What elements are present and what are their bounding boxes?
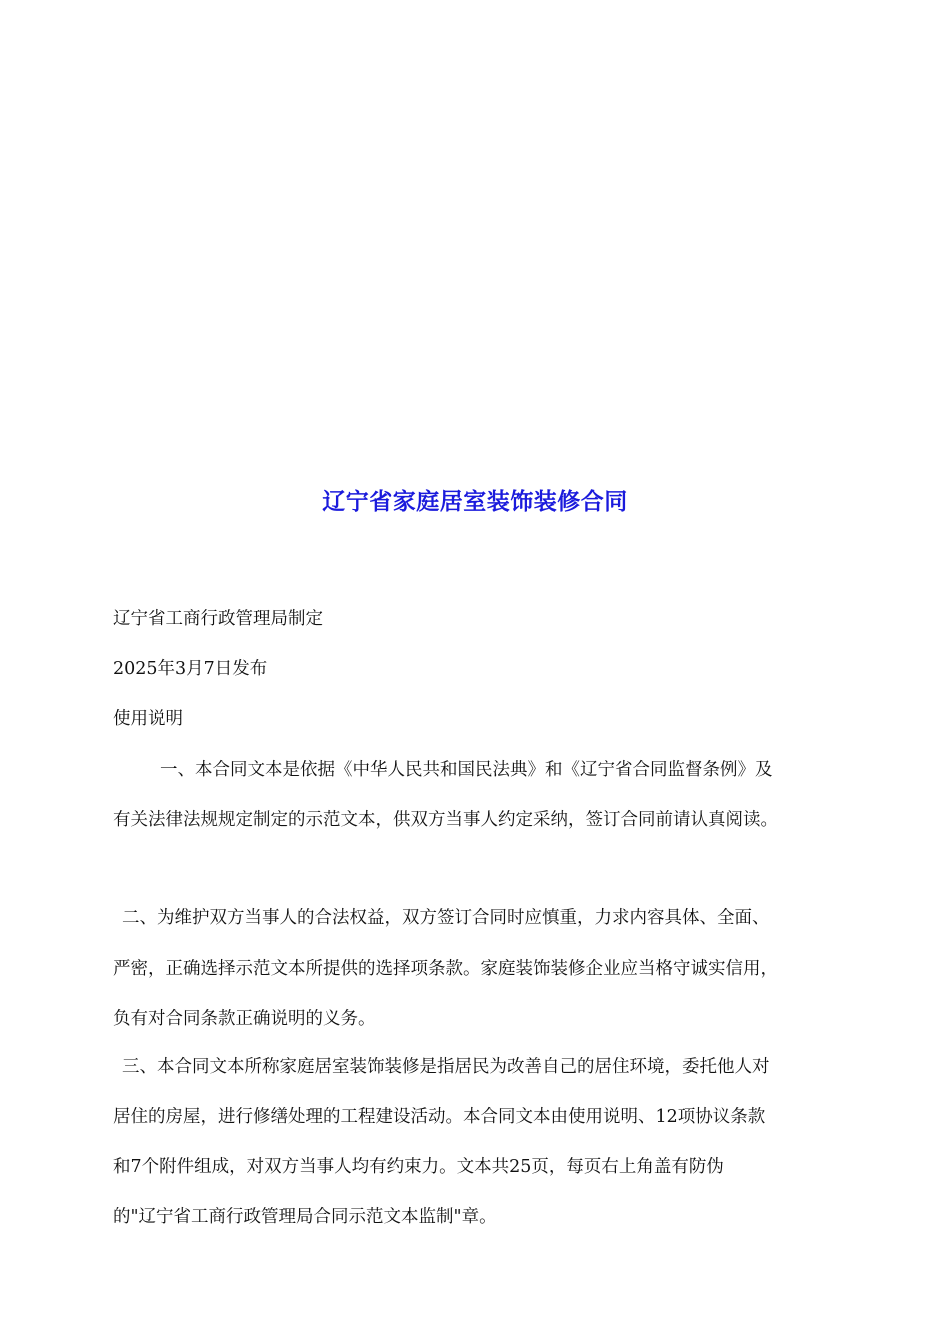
issuer-line: 辽宁省工商行政管理局制定 — [113, 609, 323, 629]
release-date-line: 2025年3月7日发布 — [113, 659, 268, 679]
paragraph-2-line-1: 二、为维护双方当事人的合法权益，双方签订合同时应慎重，力求内容具体、全面、 — [122, 908, 770, 928]
paragraph-3-line-3: 和7个附件组成，对双方当事人均有约束力。文本共25页，每页右上角盖有防伪 — [113, 1157, 724, 1177]
paragraph-1-line-2: 有关法律法规规定制定的示范文本，供双方当事人约定采纳，签订合同前请认真阅读。 — [113, 810, 778, 830]
paragraph-1-line-1: 一、本合同文本是依据《中华人民共和国民法典》和《辽宁省合同监督条例》及 — [160, 760, 773, 780]
document-title: 辽宁省家庭居室装饰装修合同 — [322, 489, 628, 515]
paragraph-3-line-1: 三、本合同文本所称家庭居室装饰装修是指居民为改善自己的居住环境，委托他人对 — [122, 1057, 770, 1077]
paragraph-2-line-3: 负有对合同条款正确说明的义务。 — [113, 1009, 376, 1029]
paragraph-2-line-2: 严密，正确选择示范文本所提供的选择项条款。家庭装饰装修企业应当格守诚实信用， — [113, 959, 778, 979]
paragraph-3-line-4: 的"辽宁省工商行政管理局合同示范文本监制"章。 — [113, 1207, 497, 1227]
usage-heading: 使用说明 — [113, 709, 183, 729]
paragraph-3-line-2: 居住的房屋，进行修缮处理的工程建设活动。本合同文本由使用说明、12项协议条款 — [113, 1107, 766, 1127]
